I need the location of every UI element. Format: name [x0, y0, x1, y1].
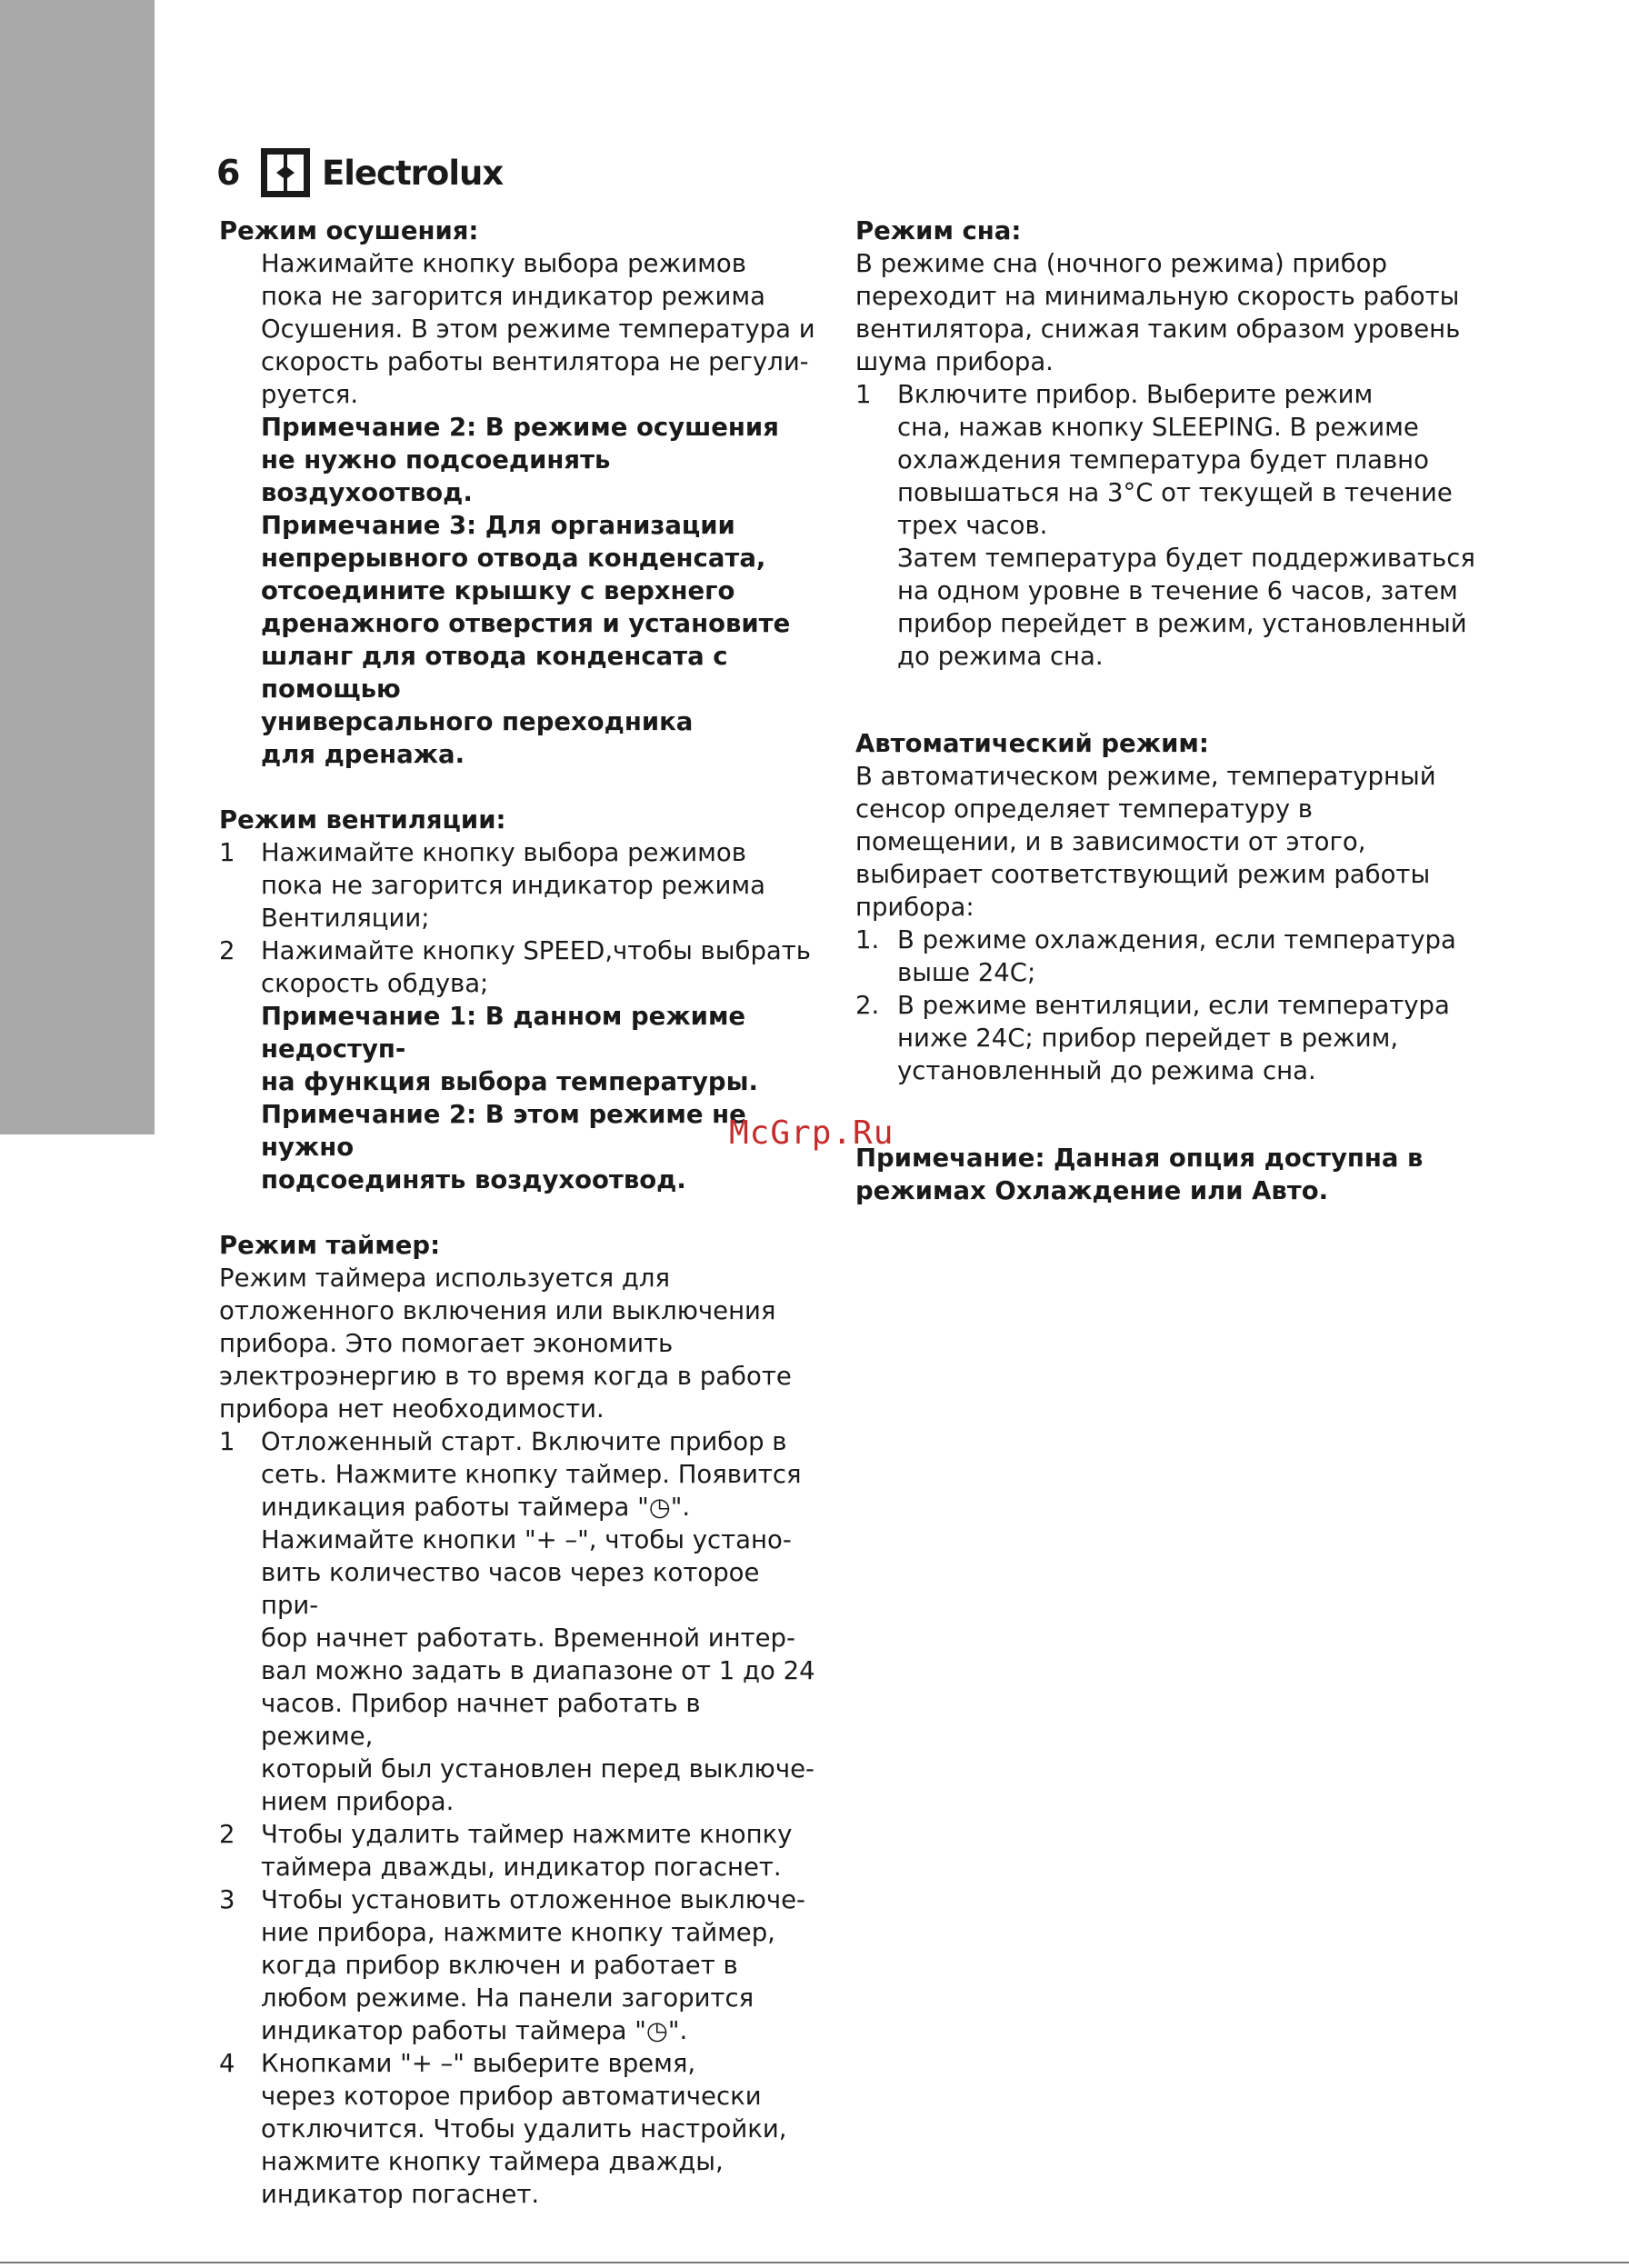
watermark-text: McGrp.Ru — [729, 1114, 894, 1152]
dry-mode-note: Примечание 2: В режиме осушения не нужно подсоединять воздухоотвод. Примечание 3: Для организации непрерывного отвода конденсата, отсоедините крышку с верхнего дренажного отверстия и установите шланг для отвода конденсата с помощью универсального переходника для дренажа. — [261, 413, 791, 769]
list-text: Кнопками "+ –" выберите время, через которое прибор автоматически отключится. Чтобы удалить настройки, нажмите кнопку таймера дважды, индикатор погаснет. — [261, 2049, 787, 2209]
list-text: Чтобы удалить таймер нажмите кнопку таймера дважды, индикатор погаснет. — [261, 1820, 793, 1882]
list-number: 2. — [855, 991, 880, 1020]
list-item — [219, 1818, 819, 1883]
list-item — [219, 934, 819, 1000]
list-text: Чтобы установить отложенное выключе- ние прибора, нажмите кнопку таймер, когда прибор включен и работает в любом режиме. На панели загорится индикатор работы таймера "◷". — [261, 1885, 805, 2045]
right-column — [855, 215, 1492, 1207]
list-text: Включите прибор. Выберите режим сна, нажав кнопку SLEEPING. В режиме охлаждения температура будет плавно повышаться на 3°С от текущей в течение трех часов. Затем температура будет поддерживаться на одном уровне в течение 6 часов, затем прибор перейдет в режим, установленный до режима сна. — [897, 380, 1475, 671]
list-item — [219, 836, 819, 934]
sleep-mode-title: Режим сна: — [855, 216, 1022, 245]
page-number: 6 — [216, 153, 241, 193]
fan-mode-title: Режим вентиляции: — [219, 805, 506, 834]
page-header — [216, 145, 503, 200]
brand-name: Electrolux — [322, 153, 504, 193]
auto-mode-title: Автоматический режим: — [855, 729, 1209, 758]
dry-mode-title: Режим осушения: — [219, 216, 479, 245]
timer-mode-intro: Режим таймера используется для отложенного включения или выключения прибора. Это помогает экономить электроэнергию в то время когда в работе прибора нет необходимости. — [219, 1264, 792, 1424]
list-number: 1. — [855, 925, 880, 954]
left-column — [219, 215, 819, 2211]
fan-mode-note: Примечание 1: В данном режиме недоступ- на функция выбора температуры. Примечание 2: В этом режиме не нужно подсоединять воздухоотвод. — [261, 1002, 758, 1194]
list-number: 2 — [219, 1820, 235, 1849]
list-number: 1 — [855, 380, 872, 409]
list-item — [855, 378, 1492, 673]
mode-availability-note: Примечание: Данная опция доступна в режимах Охлаждение или Авто. — [855, 1144, 1424, 1205]
electrolux-logo-icon — [260, 147, 311, 198]
list-item — [855, 989, 1492, 1087]
list-text: Нажимайте кнопку выбора режимов пока не загорится индикатор режима Вентиляции; — [261, 838, 766, 933]
sleep-mode-intro: В режиме сна (ночного режима) прибор переходит на минимальную скорость работы вентилятора, снижая таким образом уровень шума прибора. — [855, 249, 1461, 376]
list-number: 1 — [219, 1427, 235, 1456]
list-text: В режиме охлаждения, если температура выше 24С; — [897, 925, 1456, 987]
list-text: В режиме вентиляции, если температура ниже 24С; прибор перейдет в режим, установленный до режима сна. — [897, 991, 1450, 1085]
list-text: Отложенный старт. Включите прибор в сеть. Нажмите кнопку таймер. Появится индикация работы таймера "◷". Нажимайте кнопки "+ –", чтобы устано- вить количество часов через которое при- бор начнет работать. Временной интер- вал можно задать в диапазоне от 1 до 24 часов. Прибор начнет работать в режиме, который был установлен перед выключе- нием прибора. — [261, 1427, 815, 1816]
list-item — [219, 1425, 819, 1818]
dry-mode-text: Нажимайте кнопку выбора режимов пока не загорится индикатор режима Осушения. В этом режиме температура и скорость работы вентилятора не регули- руется. — [261, 249, 815, 409]
timer-mode-title: Режим таймер: — [219, 1231, 441, 1260]
bottom-divider — [0, 2262, 1629, 2263]
list-item — [855, 924, 1492, 989]
list-number: 1 — [219, 838, 235, 867]
list-text: Нажимайте кнопку SPEED,чтобы выбрать скорость обдува; — [261, 936, 811, 998]
list-number: 4 — [219, 2049, 235, 2078]
auto-mode-intro: В автоматическом режиме, температурный сенсор определяет температуру в помещении, и в зависимости от этого, выбирает соответствующий режим работы прибора: — [855, 762, 1436, 922]
side-bar — [0, 0, 155, 1134]
list-number: 3 — [219, 1885, 235, 1914]
list-number: 2 — [219, 936, 235, 965]
list-item — [219, 1883, 819, 2047]
list-item — [219, 2047, 819, 2211]
